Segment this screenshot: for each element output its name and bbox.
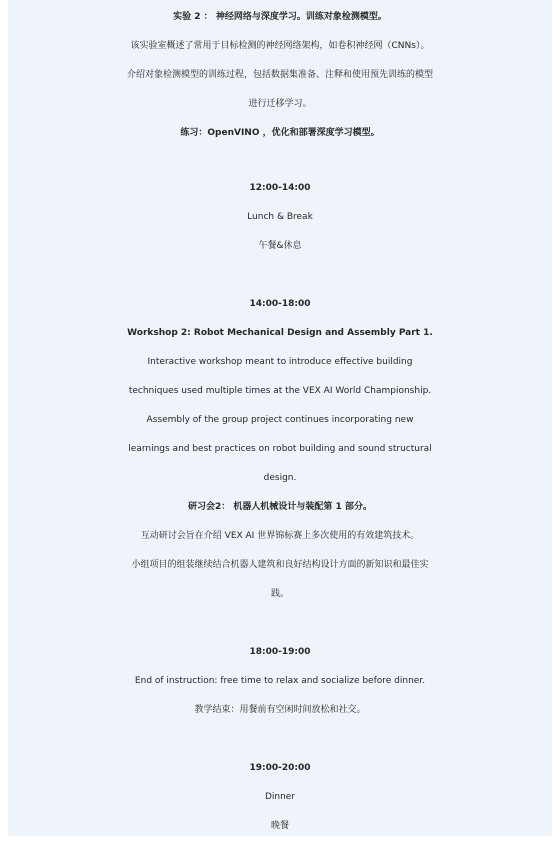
lab2-desc-line-1: 该实验室概述了常用于目标检测的神经网络架构，如卷积神经网（CNNs）。: [130, 41, 430, 51]
lab2-title: 实验 2 ： 神经网络与深度学习。训练对象检测模型。: [173, 12, 387, 22]
dinner-title-en: Dinner: [264, 792, 296, 802]
lunch-time: 12:00-14:00: [249, 183, 311, 193]
workshop2-desc-zh-3: 践。: [270, 589, 289, 599]
schedule-panel: [8, 0, 552, 836]
end-instruction-time: 18:00-19:00: [249, 647, 311, 657]
workshop2-title-en: Workshop 2: Robot Mechanical Design and Assembly Part 1.: [127, 328, 433, 338]
workshop2-desc-en-2: techniques used multiple times at the VEX AI World Championship.: [128, 386, 432, 396]
workshop2-desc-en-3: Assembly of the group project continues incorporating new: [146, 415, 414, 425]
workshop2-time: 14:00-18:00: [249, 299, 311, 309]
workshop2-desc-en-5: design.: [263, 473, 297, 483]
end-instruction-desc-en: End of instruction: free time to relax and socialize before dinner.: [134, 676, 426, 686]
lunch-title-en: Lunch & Break: [247, 212, 313, 222]
end-instruction-desc-zh: 教学结束：用餐前有空闲时间放松和社交。: [194, 705, 366, 715]
workshop2-desc-en-1: Interactive workshop meant to introduce effective building: [147, 357, 413, 367]
lab2-desc-line-2: 介绍对象检测模型的训练过程，包括数据集准备、注释和使用预先训练的模型: [126, 70, 433, 80]
lunch-section: [8, 174, 552, 261]
dinner-time: 19:00-20:00: [249, 763, 311, 773]
dinner-title-zh: 晚餐: [270, 821, 289, 831]
end-instruction-section: [8, 638, 552, 725]
workshop2-title-zh: 研习会2： 机器人机械设计与装配第 1 部分。: [188, 502, 372, 512]
workshop2-desc-zh-2: 小组项目的组装继续结合机器人建筑和良好结构设计方面的新知识和最佳实: [131, 560, 429, 570]
workshop2-desc-zh-1: 互动研讨会旨在介绍 VEX AI 世界锦标赛上多次使用的有效建筑技术。: [140, 531, 420, 541]
dinner-section: [8, 754, 552, 841]
workshop2-desc-en-4: learnings and best practices on robot building and sound structural: [128, 444, 432, 454]
lab2-exercise: 练习：OpenVINO ，优化和部署深度学习模型。: [180, 128, 380, 138]
lunch-title-zh: 午餐&休息: [258, 241, 302, 251]
workshop2-section: [8, 290, 552, 609]
lab2-desc-line-3: 进行迁移学习。: [248, 99, 312, 109]
lab2-section: [8, 3, 552, 148]
